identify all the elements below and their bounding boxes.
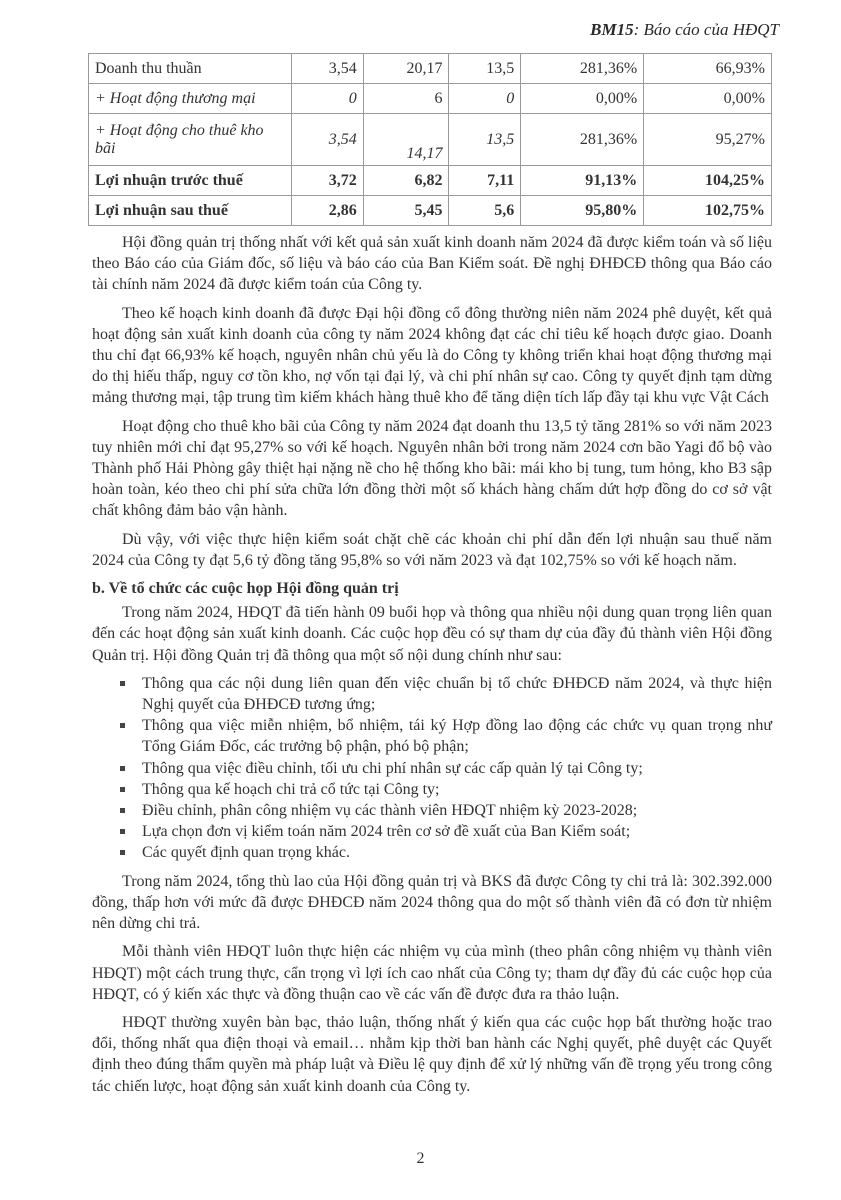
cell: 5,6 (449, 196, 521, 226)
list-item: Thông qua kế hoạch chi trả cổ tức tại Công ty; (142, 779, 772, 800)
cell: 13,5 (449, 54, 521, 84)
cell: 14,17 (363, 114, 449, 166)
cell: 6,82 (363, 166, 449, 196)
document-body (92, 232, 772, 1104)
bullet-list (92, 673, 772, 864)
paragraph: Dù vậy, với việc thực hiện kiểm soát chặt chẽ các khoản chi phí dẫn đến lợi nhuận sau thuế năm 2024 của Công ty đạt 5,6 tỷ đồng tăng 95,8% so với năm 2023 và đạt 102,75% so với kế hoạch năm. (92, 530, 772, 569)
row-label: + Hoạt động cho thuê kho bãi (89, 114, 292, 166)
form-code: BM15 (590, 20, 634, 39)
cell: 3,54 (292, 54, 364, 84)
cell: 6 (363, 84, 449, 114)
document-header (590, 20, 779, 40)
cell: 281,36% (521, 114, 644, 166)
cell: 3,72 (292, 166, 364, 196)
cell: 281,36% (521, 54, 644, 84)
cell: 20,17 (363, 54, 449, 84)
table-row (89, 166, 772, 196)
cell: 13,5 (449, 114, 521, 166)
cell: 104,25% (644, 166, 772, 196)
paragraph: Theo kế hoạch kinh doanh đã được Đại hội đồng cổ đông thường niên năm 2024 phê duyệt, kết quả hoạt động sản xuất kinh doanh của công ty năm 2024 không đạt các chỉ tiêu kế hoạch được giao. Doanh thu chỉ đạt 66,93% kế hoạch, nguyên nhân chủ yếu là do Công ty không triển khai hoạt động thương mại do thị hiếu thấp, nguy cơ tồn kho, nợ vốn tại đại lý, và chi phí nhân sự cao. Công ty quyết định tạm dừng mảng thương mại, tập trung tìm kiếm khách hàng thuê kho để tăng diện tích lấp đầy tại khu vực Vật Cách (92, 304, 772, 407)
list-item: Thông qua việc miễn nhiệm, bổ nhiệm, tái ký Hợp đồng lao động các chức vụ quan trọng như Tổng Giám Đốc, các trưởng bộ phận, phó bộ phận; (142, 715, 772, 757)
cell: 0,00% (521, 84, 644, 114)
cell: 3,54 (292, 114, 364, 166)
list-item: Các quyết định quan trọng khác. (142, 842, 772, 863)
cell: 0 (449, 84, 521, 114)
cell: 5,45 (363, 196, 449, 226)
section-heading: b. Về tổ chức các cuộc họp Hội đồng quản trị (92, 580, 399, 598)
cell: 2,86 (292, 196, 364, 226)
list-item: Thông qua việc điều chỉnh, tối ưu chi phí nhân sự các cấp quản lý tại Công ty; (142, 758, 772, 779)
page-number: 2 (416, 1150, 425, 1167)
cell: 66,93% (644, 54, 772, 84)
row-label: Lợi nhuận sau thuế (89, 196, 292, 226)
row-label: Doanh thu thuần (89, 54, 292, 84)
paragraph: Trong năm 2024, HĐQT đã tiến hành 09 buổi họp và thông qua nhiều nội dung quan trọng liên quan đến các hoạt động sản xuất kinh doanh. Các cuộc họp đều có sự tham dự của đầy đủ thành viên Hội đồng Quản trị. Hội đồng Quản trị đã thông qua một số nội dung chính như sau: (92, 604, 772, 664)
table-row (89, 84, 772, 114)
paragraph: Trong năm 2024, tổng thù lao của Hội đồng quản trị và BKS đã được Công ty chi trả là: 302.392.000 đồng, thấp hơn với mức đã được ĐHĐCĐ năm 2024 thông qua do một số thành viên đã có đơn từ nhiệm nên dừng chi trả. (92, 872, 772, 933)
table-row (89, 114, 772, 166)
paragraph: HĐQT thường xuyên bàn bạc, thảo luận, thống nhất ý kiến qua các cuộc họp bất thường hoặc trao đổi, thống nhất qua điện thoại và email… nhằm kịp thời ban hành các Nghị quyết, phê duyệt các Quyết định theo đúng thẩm quyền mà pháp luật và Điều lệ quy định để xử lý những vấn đề trọng yếu trong công tác chiến lược, hoạt động sản xuất kinh doanh của Công ty. (92, 1013, 772, 1095)
list-item: Điều chỉnh, phân công nhiệm vụ các thành viên HĐQT nhiệm kỳ 2023-2028; (142, 800, 772, 821)
table-row (89, 54, 772, 84)
paragraph: Mỗi thành viên HĐQT luôn thực hiện các nhiệm vụ của mình (theo phân công nhiệm vụ thành viên HĐQT) một cách trung thực, cẩn trọng vì lợi ích cao nhất của Công ty; tham dự đầy đủ các cuộc họp của HĐQT, có ý kiến xác thực và đồng thuận cao về các vấn đề được đưa ra thảo luận. (92, 943, 772, 1003)
table-row (89, 196, 772, 226)
list-item: Thông qua các nội dung liên quan đến việc chuẩn bị tổ chức ĐHĐCĐ năm 2024, và thực hiện Nghị quyết của ĐHĐCĐ tương ứng; (142, 673, 772, 715)
paragraph: Hoạt động cho thuê kho bãi của Công ty năm 2024 đạt doanh thu 13,5 tỷ tăng 281% so với năm 2023 tuy nhiên mới chỉ đạt 95,27% so với kế hoạch. Nguyên nhân bởi trong năm 2024 cơn bão Yagi đổ bộ vào Thành phố Hải Phòng gây thiệt hại nặng nề cho hệ thống kho bãi: mái kho bị tung, tum hỏng, kho B3 sập hoàn toàn, kéo theo chi phí sửa chữa lớn đồng thời một số khách hàng chấm dứt hợp đồng do cơ sở vật chất không đảm bảo vận hành. (92, 417, 772, 520)
paragraph: Hội đồng quản trị thống nhất với kết quả sản xuất kinh doanh năm 2024 đã được kiểm toán và số liệu theo Báo cáo của Giám đốc, số liệu và báo cáo của Ban Kiểm soát. Đề nghị ĐHĐCĐ thông qua Báo cáo tài chính năm 2024 đã được kiểm toán của Công ty. (92, 234, 772, 294)
row-label: Lợi nhuận trước thuế (89, 166, 292, 196)
cell: 0,00% (644, 84, 772, 114)
cell: 102,75% (644, 196, 772, 226)
row-label: + Hoạt động thương mại (89, 84, 292, 114)
cell: 0 (292, 84, 364, 114)
financial-results-table (88, 53, 772, 226)
cell: 95,27% (644, 114, 772, 166)
list-item: Lựa chọn đơn vị kiểm toán năm 2024 trên cơ sở đề xuất của Ban Kiểm soát; (142, 821, 772, 842)
cell: 91,13% (521, 166, 644, 196)
cell: 95,80% (521, 196, 644, 226)
cell: 7,11 (449, 166, 521, 196)
header-title: : Báo cáo của HĐQT (633, 20, 779, 39)
